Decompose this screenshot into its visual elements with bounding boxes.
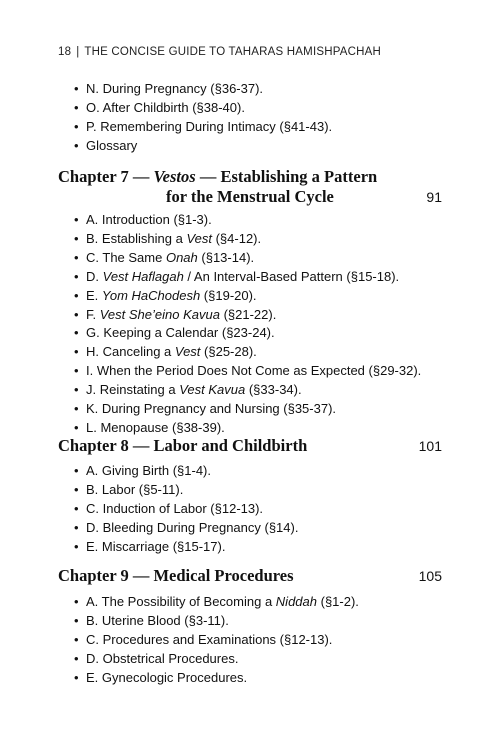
chapter-9-list <box>74 593 454 688</box>
toc-item-text: (§13-14). <box>197 249 255 265</box>
toc-item <box>74 287 454 306</box>
toc-item-text: (§21-22). <box>219 306 277 322</box>
toc-item <box>74 306 454 325</box>
chapter-title: Chapter 9 — Medical Procedures <box>58 566 294 585</box>
toc-item-italic-term: Vest <box>186 230 212 246</box>
toc-item <box>74 519 454 538</box>
toc-item-text: D. Bleeding During Pregnancy (§14). <box>86 519 299 535</box>
toc-item: • O. After Childbirth (§38-40). <box>74 99 454 118</box>
toc-item <box>74 612 454 631</box>
toc-item <box>74 500 454 519</box>
toc-item-italic-term: Onah <box>165 249 198 265</box>
toc-item <box>74 481 454 500</box>
toc-item-text: D. <box>86 268 103 284</box>
chapter-page-number: 105 <box>418 568 442 584</box>
page-number: 18 <box>58 46 72 58</box>
toc-item-text: (§4-12). <box>211 230 262 246</box>
chapter-9-heading <box>58 566 442 586</box>
toc-item-text: E. <box>86 287 102 303</box>
toc-item <box>74 211 454 230</box>
toc-item <box>74 249 454 268</box>
toc-item: • P. Remembering During Intimacy (§41-43). <box>74 118 454 137</box>
toc-item: • Glossary <box>74 137 454 156</box>
chapter-title: Chapter 8 — Labor and Childbirth <box>58 436 308 455</box>
chapter-title-italic: Vestos <box>153 167 196 186</box>
toc-item-text: / An Interval-Based Pattern (§15-18). <box>183 268 400 284</box>
toc-item-italic-term: Yom HaChodesh <box>101 287 201 303</box>
toc-item-italic-term: Vest She’eino Kavua <box>99 306 220 322</box>
toc-item <box>74 669 454 688</box>
chapter-6-continued-list <box>74 80 454 156</box>
chapter-7-list <box>74 211 454 438</box>
toc-item <box>74 381 454 400</box>
toc-item <box>74 324 454 343</box>
toc-item <box>74 462 454 481</box>
toc-item <box>74 631 454 650</box>
running-head-separator: | <box>76 46 80 58</box>
toc-item-text: F. <box>86 306 100 322</box>
toc-item-text: B. Establishing a <box>86 230 187 246</box>
running-head <box>58 46 381 58</box>
toc-item <box>74 362 454 381</box>
chapter-title-rest: — Establishing a Pattern <box>195 167 378 186</box>
toc-item <box>74 230 454 249</box>
toc-item <box>74 268 454 287</box>
toc-item-text: (§33-34). <box>245 382 302 398</box>
chapter-title-prefix: Chapter 7 — <box>58 167 154 186</box>
toc-item-text: G. Keeping a Calendar (§23-24). <box>86 325 275 341</box>
toc-item-text: J. Reinstating a <box>86 382 180 398</box>
toc-item-text: I. When the Period Does Not Come as Expected (§29-32). <box>86 363 422 379</box>
toc-item-text: C. The Same <box>86 249 166 265</box>
toc-item <box>74 538 454 557</box>
toc-item-italic-term: Vest Kavua <box>179 382 246 398</box>
toc-item-text: (§19-20). <box>200 287 257 303</box>
chapter-page-number: 101 <box>418 438 442 454</box>
toc-item <box>74 400 454 419</box>
toc-item-text: E. Miscarriage (§15-17). <box>86 538 226 554</box>
toc-item-text: K. During Pregnancy and Nursing (§35-37). <box>86 401 337 417</box>
toc-item-text: (§25-28). <box>200 344 257 360</box>
toc-item <box>74 650 454 669</box>
toc-item-italic-term: Vest Haflagah <box>102 268 184 284</box>
toc-item-text: H. Canceling a <box>86 344 175 360</box>
toc-item-text: A. The Possibility of Becoming a <box>86 594 276 609</box>
toc-item-text: B. Uterine Blood (§3-11). <box>86 612 229 628</box>
toc-item-text: C. Procedures and Examinations (§12-13). <box>86 631 333 647</box>
toc-item-italic-term: Niddah <box>275 594 317 609</box>
chapter-7-heading <box>58 167 442 207</box>
toc-item-text: E. Gynecologic Procedures. <box>86 669 248 685</box>
toc-item: • N. During Pregnancy (§36-37). <box>74 80 454 99</box>
chapter-8-list <box>74 462 454 557</box>
toc-item <box>74 593 454 612</box>
toc-item-text: L. Menopause (§38-39). <box>86 419 225 435</box>
running-head-title: THE CONCISE GUIDE TO TAHARAS HAMISHPACHAH <box>84 46 381 58</box>
toc-item-italic-term: Vest <box>174 344 201 360</box>
toc-item <box>74 343 454 362</box>
toc-item-text: B. Labor (§5-11). <box>86 481 184 497</box>
chapter-title-line2: for the Menstrual Cycle <box>166 187 334 206</box>
toc-item-text: (§1-2). <box>317 594 359 609</box>
toc-item-text: D. Obstetrical Procedures. <box>86 650 239 666</box>
chapter-page-number: 91 <box>426 189 442 205</box>
toc-item-text: A. Introduction (§1-3). <box>86 212 212 227</box>
chapter-8-heading <box>58 436 442 456</box>
toc-item-text: C. Induction of Labor (§12-13). <box>86 500 264 516</box>
toc-item-text: A. Giving Birth (§1-4). <box>86 463 211 478</box>
